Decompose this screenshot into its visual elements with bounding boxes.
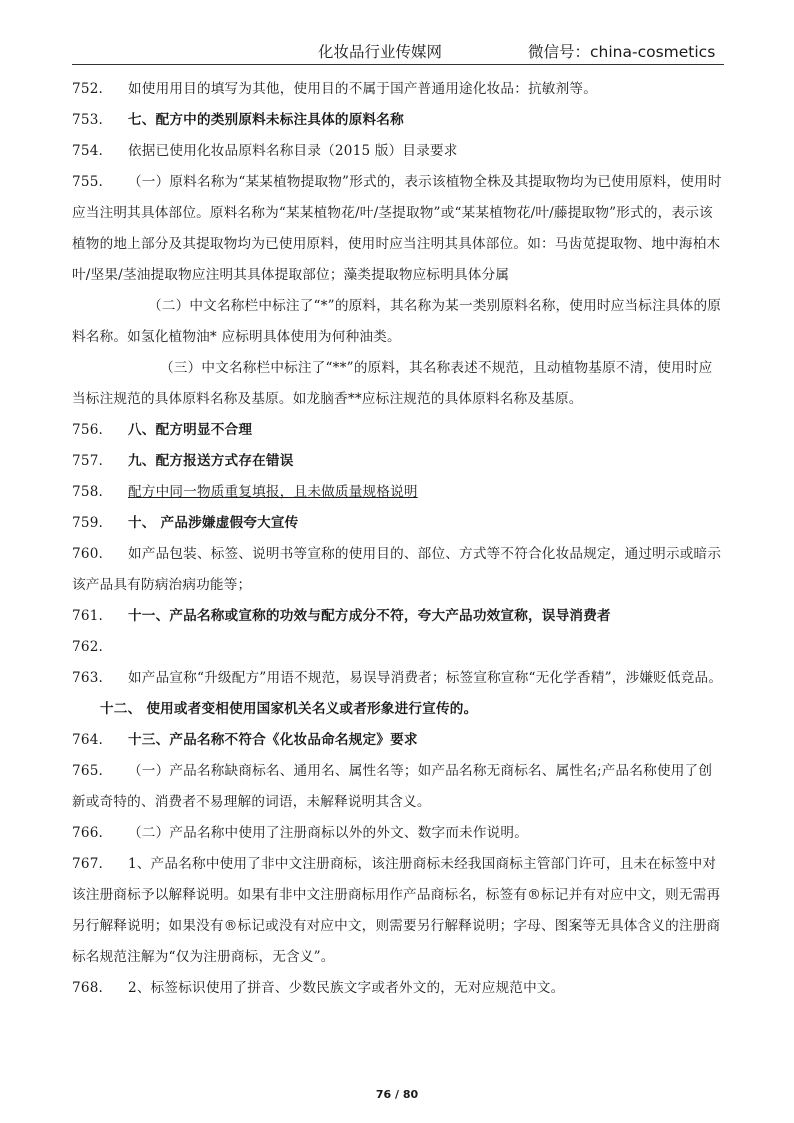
line-text: （一）产品名称缺商标名、通用名、属性名等；如产品名称无商标名、属性名;产品名称使用了创新或奇特的、消费者不易理解的词语，未解释说明其含义。 [72,763,713,810]
document-line [72,756,724,818]
document-line [72,508,724,539]
document-line [72,632,724,663]
document-line [72,105,724,136]
line-number: 767. [72,856,104,872]
document-line [72,477,724,508]
line-text: 七、配方中的类别原料未标注具体的原料名称 [128,112,404,128]
document-line [72,818,724,849]
site-name: 化妆品行业传媒网 [318,43,443,61]
document-line [72,849,724,973]
document-line [72,136,724,167]
line-number: 763. [72,670,104,686]
line-text: 十一、产品名称或宣称的功效与配方成分不符，夸大产品功效宣称，误导消费者 [128,608,611,624]
line-number: 766. [72,825,104,841]
document-line [72,74,724,105]
document-line [72,601,724,632]
line-text: （三）中文名称栏中标注了“**”的原料，其名称表述不规范，且动植物基原不清，使用时应当标注规范的具体原料名称及基原。如龙脑香**应标注规范的具体原料名称及基原。 [72,360,713,407]
document-line [72,725,724,756]
line-number: 755. [72,174,104,190]
line-text: 2、标签标识使用了拼音、少数民族文字或者外文的，无对应规范中文。 [128,980,565,996]
line-text: 如产品宣称“升级配方”用语不规范，易误导消费者；标签宣称宣称“无化学香精”，涉嫌贬低竞品。 [128,670,723,686]
line-text: 如使用用目的填写为其他，使用目的不属于国产普通用途化妆品：抗敏剂等。 [128,81,597,97]
line-number: 758. [72,484,104,500]
line-number: 757. [72,453,104,469]
line-number: 765. [72,763,104,779]
line-number: 752. [72,81,104,97]
wechat-id: 微信号：china-cosmetics [528,43,716,61]
line-number: 764. [72,732,104,748]
page-number: 76 / 80 [375,1088,419,1101]
document-body [72,74,724,1004]
line-text: 九、配方报送方式存在错误 [128,453,294,469]
line-text: （二）产品名称中使用了注册商标以外的外文、数字而未作说明。 [128,825,529,841]
line-text [128,632,724,663]
line-number: 768. [72,980,104,996]
line-text: 十三、产品名称不符合《化妆品命名规定》要求 [128,732,418,748]
document-line [72,291,724,353]
line-text: （一）原料名称为“某某植物提取物”形式的，表示该植物全株及其提取物均为已使用原料，使用时应当注明其具体部位。原料名称为“某某植物花/叶/茎提取物”或“某某植物花/叶/藤提取物”形式的，表示该植物的地上部分及其提取物均为已使用原料，使用时应当注明其具体部位。如：马齿苋提取物、地中海柏木叶/坚果/茎油提取物应注明其具体提取部位；藻类提取物应标明具体分属 [72,174,722,283]
line-text: 八、配方明显不合理 [128,422,253,438]
line-number: 753. [72,112,104,128]
page-header [72,38,724,65]
document-line [72,167,724,291]
line-text: （二）中文名称栏中标注了“*”的原料，其名称为某一类别原料名称，使用时应当标注具体的原料名称。如氢化植物油* 应标明具体使用为何种油类。 [72,298,722,345]
document-line [72,973,724,1004]
document-line [72,446,724,477]
document-line [72,415,724,446]
line-text: 如产品包装、标签、说明书等宣称的使用目的、部位、方式等不符合化妆品规定，通过明示或暗示该产品具有防病治病功能等； [72,546,722,593]
line-number: 759. [72,515,104,531]
line-number: 761. [72,608,104,624]
document-line [72,663,724,694]
line-number: 762. [72,639,104,655]
document-line [72,353,724,415]
line-text: 1、产品名称中使用了非中文注册商标，该注册商标未经我国商标主管部门许可，且未在标签中对该注册商标予以解释说明。如果有非中文注册商标用作产品商标名，标签有®标记并有对应中文，则无需再另行解释说明；如果没有®标记或没有对应中文，则需要另行解释说明；字母、图案等无具体含义的注册商标名规范注解为“仅为注册商标，无含义”。 [72,856,721,965]
line-text: 十、 产品涉嫌虚假夸大宣传 [128,515,299,531]
line-number: 760. [72,546,104,562]
line-text: 依据已使用化妆品原料名称目录（2015 版）目录要求 [128,143,458,159]
line-text: 十二、 使用或者变相使用国家机关名义或者形象进行宣传的。 [100,701,478,717]
document-line [72,694,724,725]
document-line [72,539,724,601]
line-number: 754. [72,143,104,159]
line-text: 配方中同一物质重复填报，且未做质量规格说明 [128,484,418,500]
line-number: 756. [72,422,104,438]
